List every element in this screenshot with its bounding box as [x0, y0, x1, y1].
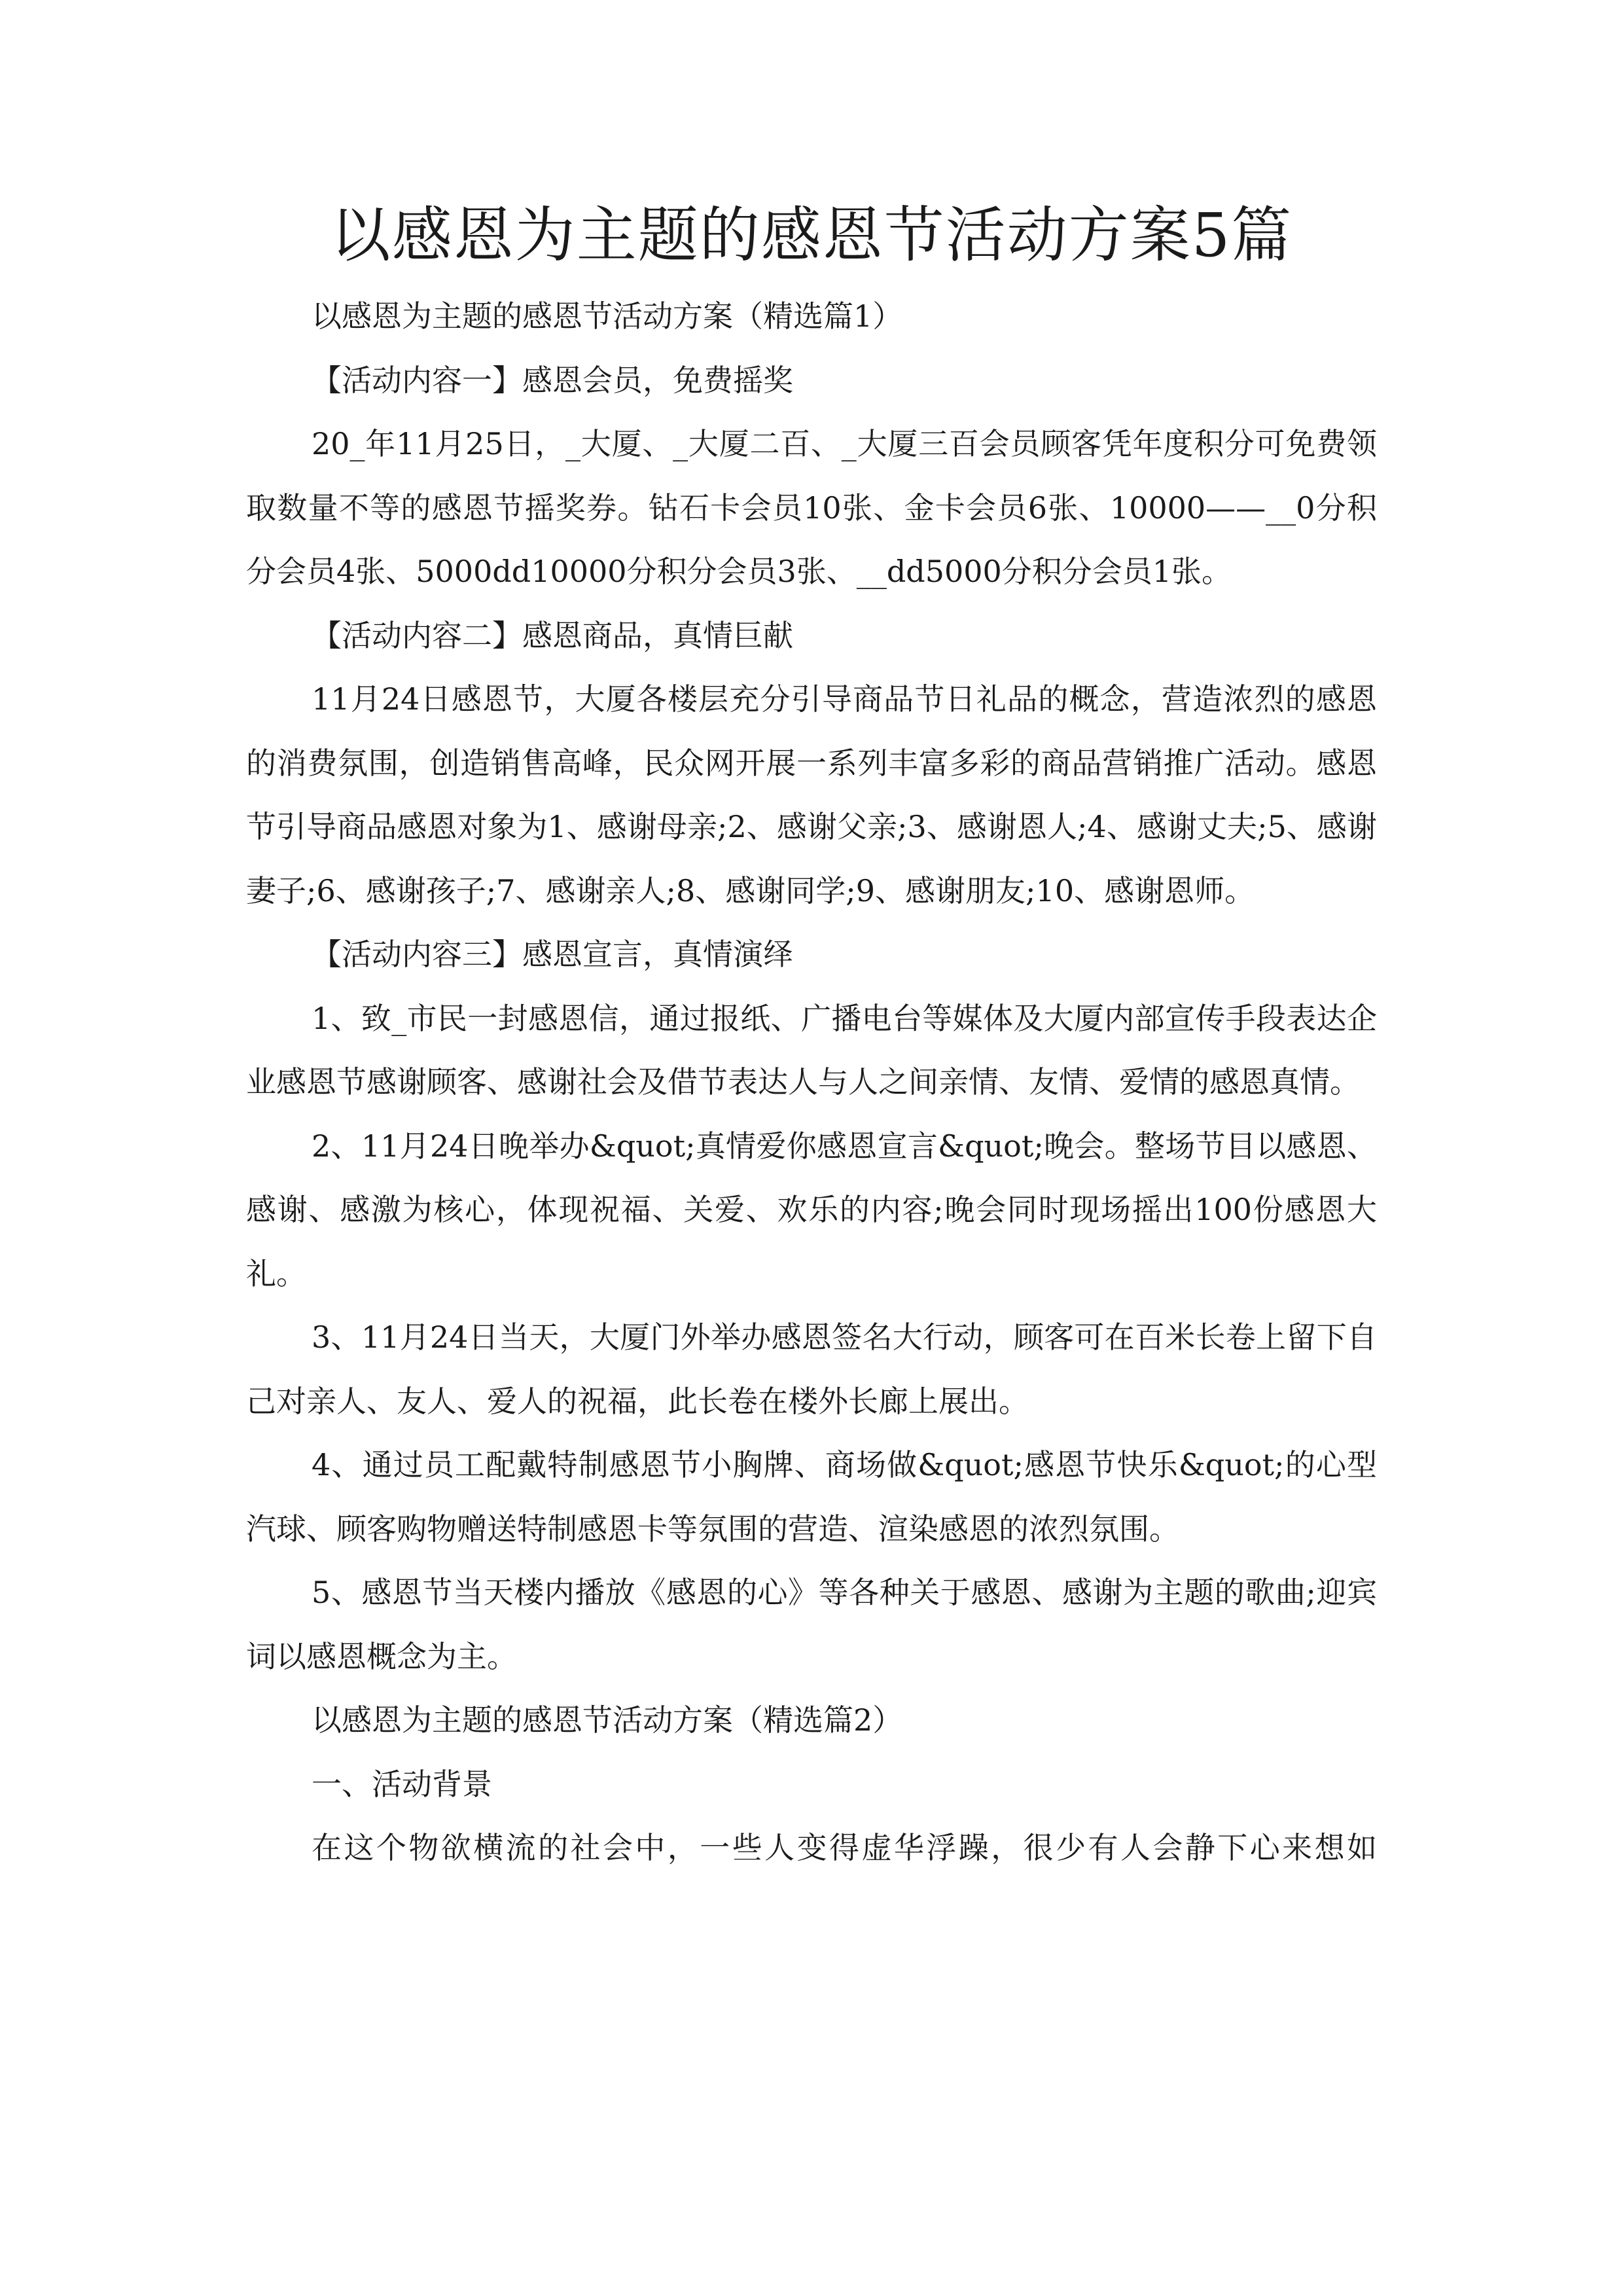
- paragraph: 3、11月24日当天，大厦门外举办感恩签名大行动，顾客可在百米长卷上留下自己对亲人、友人、爱人的祝福，此长卷在楼外长廊上展出。: [246, 1319, 1377, 1419]
- subsection-heading: 一、活动背景: [312, 1766, 492, 1802]
- paragraph: 4、通过员工配戴特制感恩节小胸牌、商场做&quot;感恩节快乐&quot;的心型汽球、顾客购物赠送特制感恩卡等氛围的营造、渲染感恩的浓烈氛围。: [246, 1447, 1377, 1547]
- document-body: [246, 285, 1377, 1880]
- paragraph: 20_年11月25日，_大厦、_大厦二百、_大厦三百会员顾客凭年度积分可免费领取数量不等的感恩节摇奖券。钻石卡会员10张、金卡会员6张、10000——__0分积分会员4张、5000dd10000分积分会员3张、__dd5000分积分会员1张。: [246, 426, 1377, 589]
- section-heading-1: 以感恩为主题的感恩节活动方案（精选篇1）: [312, 298, 903, 334]
- activity-heading-1: 【活动内容一】感恩会员，免费摇奖: [312, 362, 793, 398]
- document-title: 以感恩为主题的感恩节活动方案5篇: [330, 200, 1293, 270]
- paragraph: 1、致_市民一封感恩信，通过报纸、广播电台等媒体及大厦内部宣传手段表达企业感恩节感谢顾客、感谢社会及借节表达人与人之间亲情、友情、爱情的感恩真情。: [246, 1000, 1377, 1100]
- paragraph: 11月24日感恩节，大厦各楼层充分引导商品节日礼品的概念，营造浓烈的感恩的消费氛围，创造销售高峰，民众网开展一系列丰富多彩的商品营销推广活动。感恩节引导商品感恩对象为1、感谢母亲;2、感谢父亲;3、感谢恩人;4、感谢丈夫;5、感谢妻子;6、感谢孩子;7、感谢亲人;8、感谢同学;9、感谢朋友;10、感谢恩师。: [246, 681, 1377, 908]
- paragraph: 5、感恩节当天楼内播放《感恩的心》等各种关于感恩、感谢为主题的歌曲;迎宾词以感恩概念为主。: [246, 1575, 1377, 1674]
- paragraph: 2、11月24日晚举办&quot;真情爱你感恩宣言&quot;晚会。整场节目以感恩、感谢、感激为核心，体现祝福、关爱、欢乐的内容;晚会同时现场摇出100份感恩大礼。: [246, 1128, 1377, 1291]
- activity-heading-3: 【活动内容三】感恩宣言，真情演绎: [312, 937, 793, 972]
- section-heading-2: 以感恩为主题的感恩节活动方案（精选篇2）: [312, 1702, 903, 1738]
- paragraph: 在这个物欲横流的社会中，一些人变得虚华浮躁，很少有人会静下心来想如: [312, 1830, 1377, 1865]
- activity-heading-2: 【活动内容二】感恩商品，真情巨献: [312, 617, 793, 653]
